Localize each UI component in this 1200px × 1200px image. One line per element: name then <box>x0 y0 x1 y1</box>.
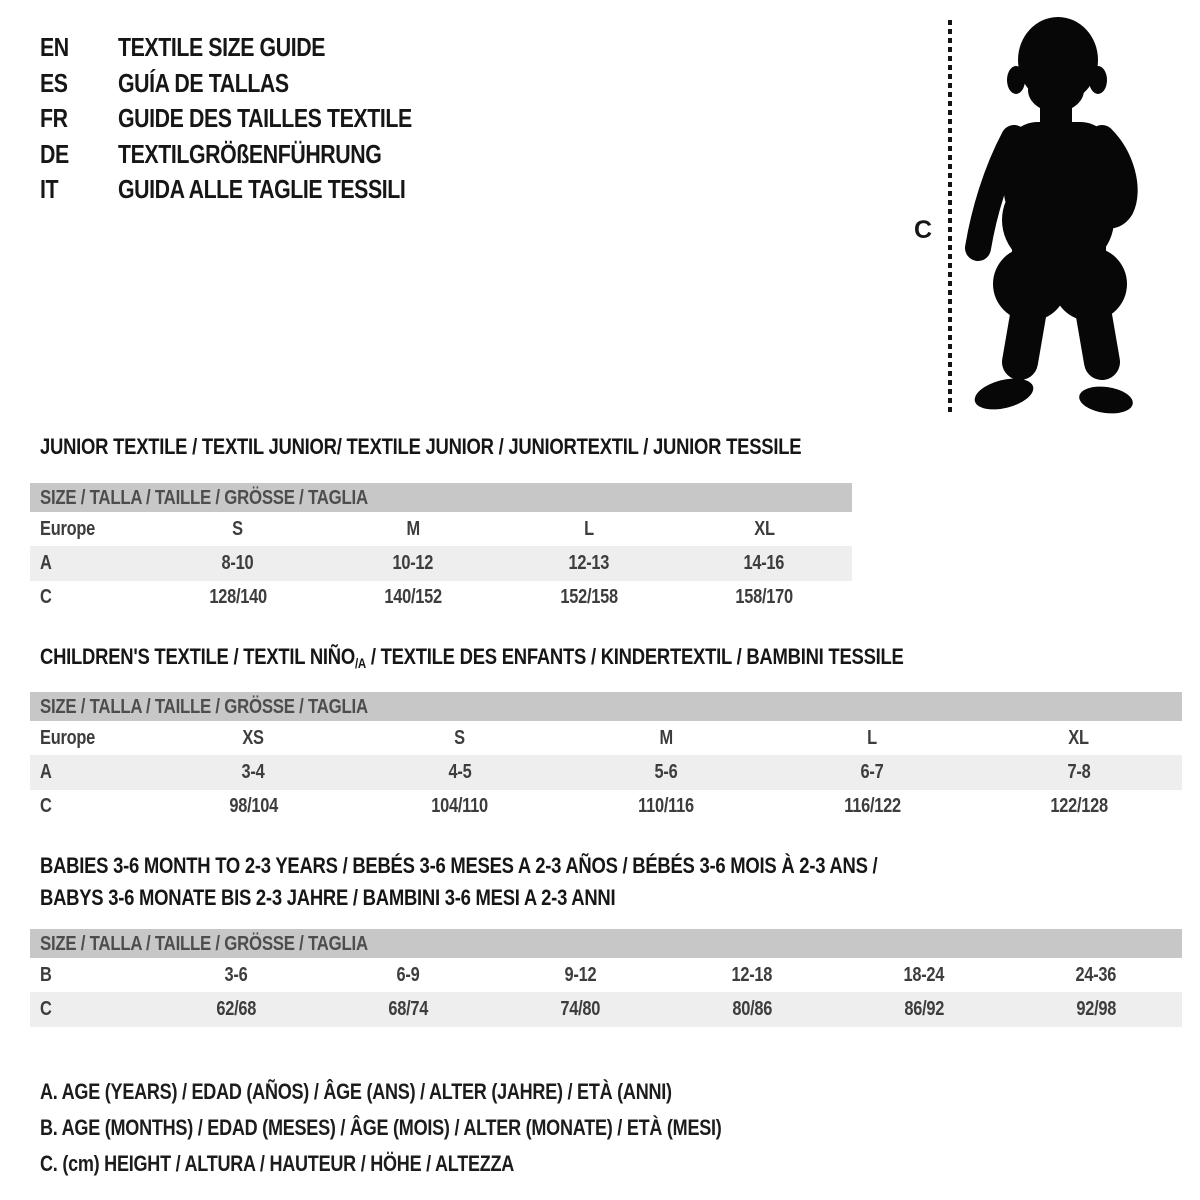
babies-size-table <box>30 929 1182 1027</box>
row-label: Europe <box>40 517 96 540</box>
table-header-bar: SIZE / TALLA / TAILLE / GRÖSSE / TAGLIA <box>30 692 1182 721</box>
subscript-text: /A <box>354 655 366 671</box>
language-code: FR <box>40 103 68 134</box>
language-row <box>40 30 476 66</box>
size-value: 110/116 <box>638 795 694 818</box>
size-value: 74/80 <box>560 997 600 1020</box>
section-title-babies: BABIES 3-6 MONTH TO 2-3 YEARS / BEBÉS 3-6 MESES A 2-3 AÑOS / BÉBÉS 3-6 MOIS À 2-3 ANS / BABYS 3-6 MONATE BIS 2-3 JAHRE / BAMBINI 3-6 MESI A 2-3 ANNI <box>40 853 878 910</box>
size-value: 7-8 <box>1067 760 1091 783</box>
size-value: 5-6 <box>654 760 678 783</box>
junior-size-table <box>30 483 852 615</box>
toddler-silhouette <box>952 12 1144 420</box>
size-value: 3-6 <box>224 963 248 986</box>
footnote-b: B. AGE (MONTHS) / EDAD (MESES) / ÂGE (MOIS) / ALTER (MONATE) / ETÀ (MESI) <box>40 1115 722 1140</box>
language-row <box>40 101 476 137</box>
guide-title: GUÍA DE TALLAS <box>118 67 289 98</box>
table-header-bar: SIZE / TALLA / TAILLE / GRÖSSE / TAGLIA <box>30 483 852 512</box>
row-label: A <box>40 551 52 574</box>
footnotes <box>40 1074 871 1182</box>
size-value: 3-4 <box>241 760 265 783</box>
language-row <box>40 66 476 102</box>
size-value: L <box>867 726 878 749</box>
row-label: Europe <box>40 726 96 749</box>
table-row <box>30 546 852 580</box>
table-row <box>30 721 1182 755</box>
size-value: S <box>232 517 244 540</box>
size-value: XS <box>242 726 264 749</box>
guide-title: GUIDE DES TAILLES TEXTILE <box>118 103 412 134</box>
size-value: XL <box>754 517 775 540</box>
size-value: 62/68 <box>216 997 256 1020</box>
table-row <box>30 581 852 615</box>
size-value: 122/128 <box>1050 795 1108 818</box>
size-value: 140/152 <box>384 586 443 609</box>
size-value: 92/98 <box>1076 997 1116 1020</box>
language-row <box>40 172 476 208</box>
footnote-a: A. AGE (YEARS) / EDAD (AÑOS) / ÂGE (ANS) / ALTER (JAHRE) / ETÀ (ANNI) <box>40 1079 672 1104</box>
language-row <box>40 137 476 173</box>
size-value: 4-5 <box>448 760 472 783</box>
size-value: 6-9 <box>396 963 420 986</box>
section-title-junior: JUNIOR TEXTILE / TEXTIL JUNIOR/ TEXTILE JUNIOR / JUNIORTEXTIL / JUNIOR TESSILE <box>40 434 802 459</box>
size-value: 128/140 <box>208 586 267 609</box>
size-value: 68/74 <box>388 997 428 1020</box>
size-value: S <box>454 726 465 749</box>
size-value: 98/104 <box>228 795 278 818</box>
table-row <box>30 755 1182 789</box>
language-code: IT <box>40 174 59 205</box>
table-row <box>30 958 1182 992</box>
footnote-c: C. (cm) HEIGHT / ALTURA / HAUTEUR / HÖHE / ALTEZZA <box>40 1151 515 1176</box>
guide-title: GUIDA ALLE TAGLIE TESSILI <box>118 174 406 205</box>
language-code: DE <box>40 138 69 169</box>
row-label: A <box>40 760 52 783</box>
size-value: 80/86 <box>732 997 772 1020</box>
size-value: 12-18 <box>731 963 773 986</box>
size-value: 12-13 <box>568 551 610 574</box>
size-value: L <box>583 517 594 540</box>
size-value: 6-7 <box>860 760 884 783</box>
row-label: C <box>40 997 52 1020</box>
height-measure-label: C <box>914 216 933 244</box>
table-row <box>30 512 852 546</box>
table-row <box>30 992 1182 1026</box>
size-value: M <box>406 517 420 540</box>
row-label: C <box>40 586 52 609</box>
guide-title: TEXTILE SIZE GUIDE <box>118 32 326 63</box>
size-value: 116/122 <box>844 795 901 818</box>
size-value: 18-24 <box>903 963 945 986</box>
size-value: 24-36 <box>1075 963 1117 986</box>
size-value: 104/110 <box>431 795 488 818</box>
language-title-block <box>40 30 476 208</box>
size-value: 9-12 <box>564 963 596 986</box>
size-value: 10-12 <box>392 551 434 574</box>
language-code: EN <box>40 32 69 63</box>
table-header-bar: SIZE / TALLA / TAILLE / GRÖSSE / TAGLIA <box>30 929 1182 958</box>
row-label: C <box>40 795 52 818</box>
size-value: XL <box>1068 726 1090 749</box>
size-value: 14-16 <box>743 551 785 574</box>
children-size-table <box>30 692 1182 824</box>
size-value: M <box>659 726 673 749</box>
size-value: 152/158 <box>559 586 618 609</box>
section-title-children: CHILDREN'S TEXTILE / TEXTIL $NIÑO_{/A}$ / TEXTILE DES ENFANTS / KINDERTEXTIL / BAMBINI TESSILE <box>40 644 904 671</box>
row-label: B <box>40 963 52 986</box>
size-value: 158/170 <box>735 586 794 609</box>
table-row <box>30 790 1182 824</box>
size-value: 8-10 <box>221 551 254 574</box>
guide-title: TEXTILGRÖßENFÜHRUNG <box>118 138 382 169</box>
size-value: 86/92 <box>904 997 944 1020</box>
language-code: ES <box>40 67 68 98</box>
